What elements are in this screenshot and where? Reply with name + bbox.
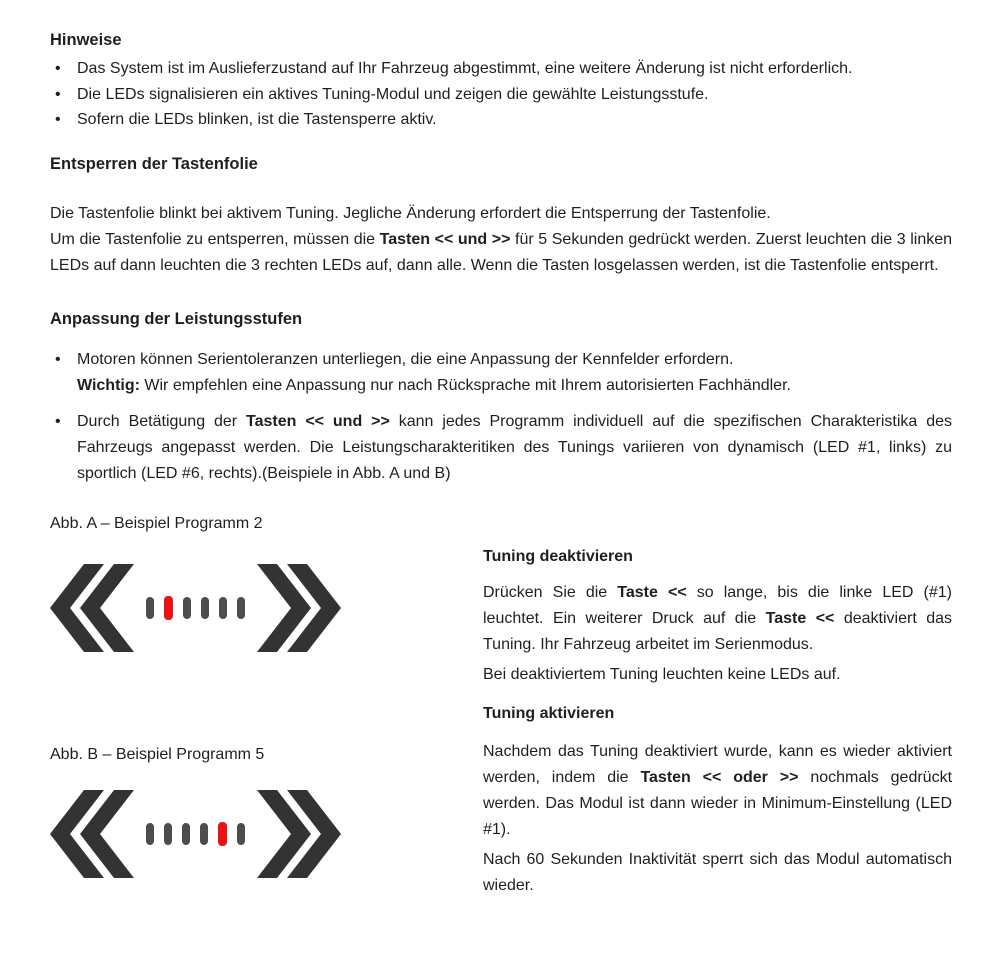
led-row (146, 596, 245, 620)
double-chevron-right-icon (257, 790, 341, 878)
list-item (50, 347, 952, 399)
led-indicator (146, 597, 154, 619)
led-indicator (219, 597, 227, 619)
text: für 5 Sekunden gedrückt werden. Zuerst leuchten die 3 linken LEDs auf dann leuchten die 3 rechten LEDs auf, dann alle. Wenn die Tasten losgelassen werden, ist die Tastenfolie entsperrt. (50, 230, 953, 274)
bold-text: Taste << (617, 583, 687, 601)
led-indicator (182, 823, 190, 845)
tuning-aktivieren-title: Tuning aktivieren (483, 704, 615, 722)
bold-text: Wichtig: (77, 376, 140, 394)
led-indicator (201, 597, 209, 619)
section-anpassung (50, 309, 952, 487)
double-chevron-right-icon (257, 564, 341, 652)
led-row (146, 822, 245, 846)
bold-text: Tasten << und >> (379, 230, 511, 248)
list-item-text (77, 377, 791, 394)
text: Drücken Sie die (483, 583, 618, 601)
text: so lange, bis die linke LED (#1) leuchtet. Ein weiterer Druck auf die (483, 583, 952, 627)
figures-and-instructions (50, 514, 952, 899)
bold-text: Tasten << und >> (246, 412, 390, 430)
section-entsperren (50, 154, 952, 279)
text: Um die Tastenfolie zu entsperren, müssen die (50, 230, 380, 248)
section-title-hinweise: Hinweise (50, 31, 122, 49)
led-indicator (183, 597, 191, 619)
led-indicator-active (164, 596, 173, 620)
section-title-entsperren: Entsperren der Tastenfolie (50, 154, 258, 173)
paragraph (483, 739, 952, 843)
led-indicator (237, 823, 245, 845)
list-item: • Das System ist im Auslieferzustand auf Ihr Fahrzeug abgestimmt, eine weitere Änderung ist nicht erforderlich. (50, 56, 952, 82)
text: nochmals gedrückt werden. Das Modul ist dann wieder in Minimum-Einstellung (LED #1). (483, 768, 953, 838)
section-hinweise (50, 30, 952, 133)
paragraph: Die Tastenfolie blinkt bei aktivem Tuning. Jegliche Änderung erfordert die Entsperrung der Tastenfolie. (50, 204, 771, 222)
paragraph: Nach 60 Sekunden Inaktivität sperrt sich das Modul automatisch wieder. (483, 850, 952, 894)
hinweise-list (50, 56, 952, 133)
double-chevron-left-icon (50, 564, 134, 652)
figure-a-label: Abb. A – Beispiel Programm 2 (50, 514, 263, 532)
text: kann jedes Programm individuell auf die spezifischen Charakteristika des Fahrzeugs angepasst werden. Die Leistungscharakteritiken des Tunings variieren von dynamisch (LED #1, links) zu sportlich (LED #6, rechts).(Beispiele in Abb. A und B) (77, 412, 952, 482)
instructions-column (483, 514, 952, 899)
paragraph: Bei deaktiviertem Tuning leuchten keine LEDs auf. (483, 665, 841, 683)
led-indicator (200, 823, 208, 845)
led-indicator (146, 823, 154, 845)
list-item: • Die LEDs signalisieren ein aktives Tuning-Modul und zeigen die gewählte Leistungsstufe. (50, 82, 952, 108)
led-indicator (164, 823, 172, 845)
figure-b-led-graphic (50, 790, 483, 878)
double-chevron-left-icon (50, 790, 134, 878)
bold-text: Tasten << oder >> (640, 768, 799, 786)
list-item: • Sofern die LEDs blinken, ist die Tastensperre aktiv. (50, 107, 952, 133)
text: Durch Betätigung der (77, 412, 247, 430)
figure-b-label: Abb. B – Beispiel Programm 5 (50, 745, 265, 763)
paragraph (483, 580, 952, 658)
led-indicator-active (218, 822, 227, 846)
section-title-anpassung: Anpassung der Leistungsstufen (50, 309, 303, 328)
list-item-text: Motoren können Serientoleranzen unterliegen, die eine Anpassung der Kennfelder erfordern. (77, 350, 734, 368)
led-indicator (237, 597, 245, 619)
paragraph (50, 227, 952, 279)
tuning-deaktivieren-title: Tuning deaktivieren (483, 547, 633, 565)
figure-a-led-graphic (50, 564, 483, 652)
text: Wir empfehlen eine Anpassung nur nach Rücksprache mit Ihrem autorisierten Fachhändler. (139, 376, 791, 394)
bold-text: Taste << (765, 609, 835, 627)
text: deaktiviert das Tuning. Ihr Fahrzeug arbeitet im Serienmodus. (483, 609, 953, 653)
figures-column (50, 514, 483, 899)
anpassung-list (50, 347, 952, 487)
list-item (50, 409, 952, 487)
text: Nachdem das Tuning deaktiviert wurde, kann es wieder aktiviert werden, indem die (483, 742, 952, 786)
